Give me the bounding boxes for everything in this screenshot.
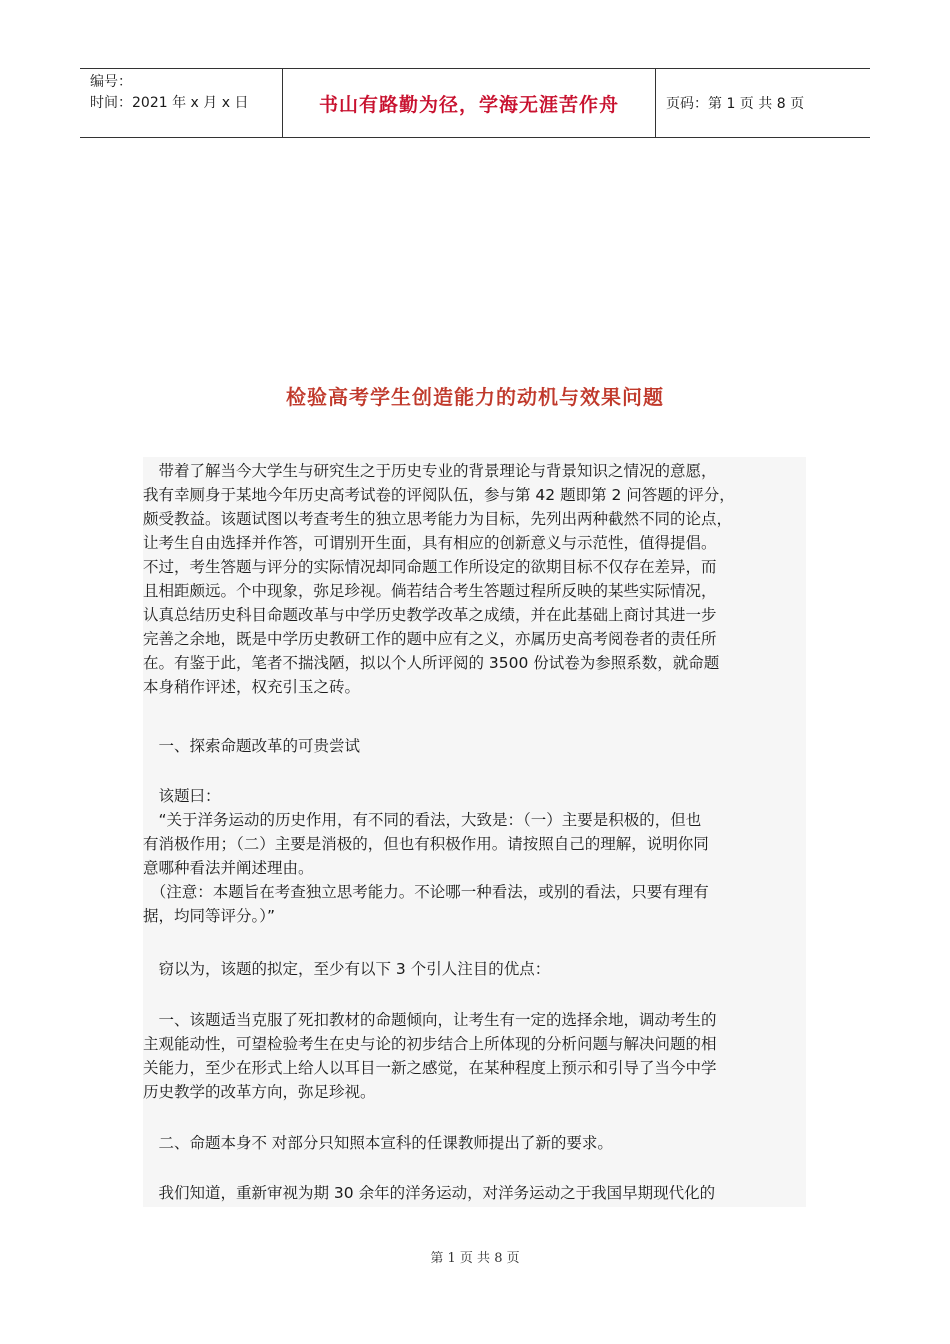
text-line: 带着了解当今大学生与研究生之于历史专业的背景理论与背景知识之情况的意愿， xyxy=(143,462,717,480)
text-line: 认真总结历史科目命题改革与中学历史教学改革之成绩，并在此基础上商讨其进一步 xyxy=(143,606,717,624)
paragraph-continued xyxy=(143,1181,806,1205)
text-line: 有消极作用；（二）主要是消极的，但也有积极作用。请按照自己的理解，说明你同 xyxy=(143,835,709,853)
header-page-code: 页码：第 1 页 共 8 页 xyxy=(666,96,805,112)
text-line: 一、探索命题改革的可贵尝试 xyxy=(143,737,361,755)
text-line: 历史教学的改革方向，弥足珍视。 xyxy=(143,1083,376,1101)
text-line: “关于洋务运动的历史作用，有不同的看法，大致是：（一）主要是积极的，但也 xyxy=(143,811,702,829)
paragraph-point-1 xyxy=(143,1008,806,1104)
paragraph-question xyxy=(143,784,806,928)
text-line: 我们知道，重新审视为期 30 余年的洋务运动，对洋务运动之于我国早期现代化的 xyxy=(143,1184,716,1202)
text-line: 二、命题本身不 对部分只知照本宣科的任课教师提出了新的要求。 xyxy=(143,1134,613,1152)
text-line: 主观能动性，可望检验考生在史与论的初步结合上所体现的分析问题与解决问题的相 xyxy=(143,1035,717,1053)
text-line: 据，均同等评分。）” xyxy=(143,907,276,925)
header-motto: 书山有路勤为径，学海无涯苦作舟 xyxy=(282,69,656,137)
text-line: 让考生自由选择并作答，可谓别开生面，具有相应的创新意义与示范性，值得提倡。 xyxy=(143,534,717,552)
header-meta xyxy=(80,69,282,137)
serial-label: 编号： xyxy=(90,74,132,90)
text-line: 关能力，至少在形式上给人以耳目一新之感觉，在某种程度上预示和引导了当今中学 xyxy=(143,1059,717,1077)
text-line: 我有幸厕身于某地今年历史高考试卷的评阅队伍，参与第 42 题即第 2 问答题的评分， xyxy=(143,486,735,504)
text-line: 完善之余地，既是中学历史教研工作的题中应有之义，亦属历史高考阅卷者的责任所 xyxy=(143,630,717,648)
time-label: 时间：2021 年 x 月 x 日 xyxy=(90,95,249,111)
paragraph-advantages-intro xyxy=(143,957,806,981)
text-line: （注意：本题旨在考查独立思考能力。不论哪一种看法，或别的看法，只要有理有 xyxy=(143,883,709,901)
text-line: 意哪种看法并阐述理由。 xyxy=(143,859,314,877)
text-line: 该题曰： xyxy=(143,787,221,805)
header-table xyxy=(80,68,870,138)
text-line: 在。有鉴于此，笔者不揣浅陋，拟以个人所评阅的 3500 份试卷为参照系数，就命题 xyxy=(143,654,720,672)
text-line: 颇受教益。该题试图以考查考生的独立思考能力为目标，先列出两种截然不同的论点， xyxy=(143,510,733,528)
paragraph-point-2 xyxy=(143,1131,806,1155)
page-footer: 第 1 页 共 8 页 xyxy=(430,1251,520,1266)
section-heading-1 xyxy=(143,734,806,758)
text-line: 且相距颇远。个中现象，弥足珍视。倘若结合考生答题过程所反映的某些实际情况， xyxy=(143,582,717,600)
text-line: 本身稍作评述，权充引玉之砖。 xyxy=(143,678,361,696)
paragraph-intro xyxy=(143,459,806,699)
document-title: 检验高考学生创造能力的动机与效果问题 xyxy=(286,385,664,409)
text-line: 窃以为，该题的拟定，至少有以下 3 个引人注目的优点： xyxy=(143,960,551,978)
text-line: 不过，考生答题与评分的实际情况却同命题工作所设定的欲期目标不仅存在差异，而 xyxy=(143,558,717,576)
text-line: 一、该题适当克服了死扣教材的命题倾向，让考生有一定的选择余地，调动考生的 xyxy=(143,1011,717,1029)
